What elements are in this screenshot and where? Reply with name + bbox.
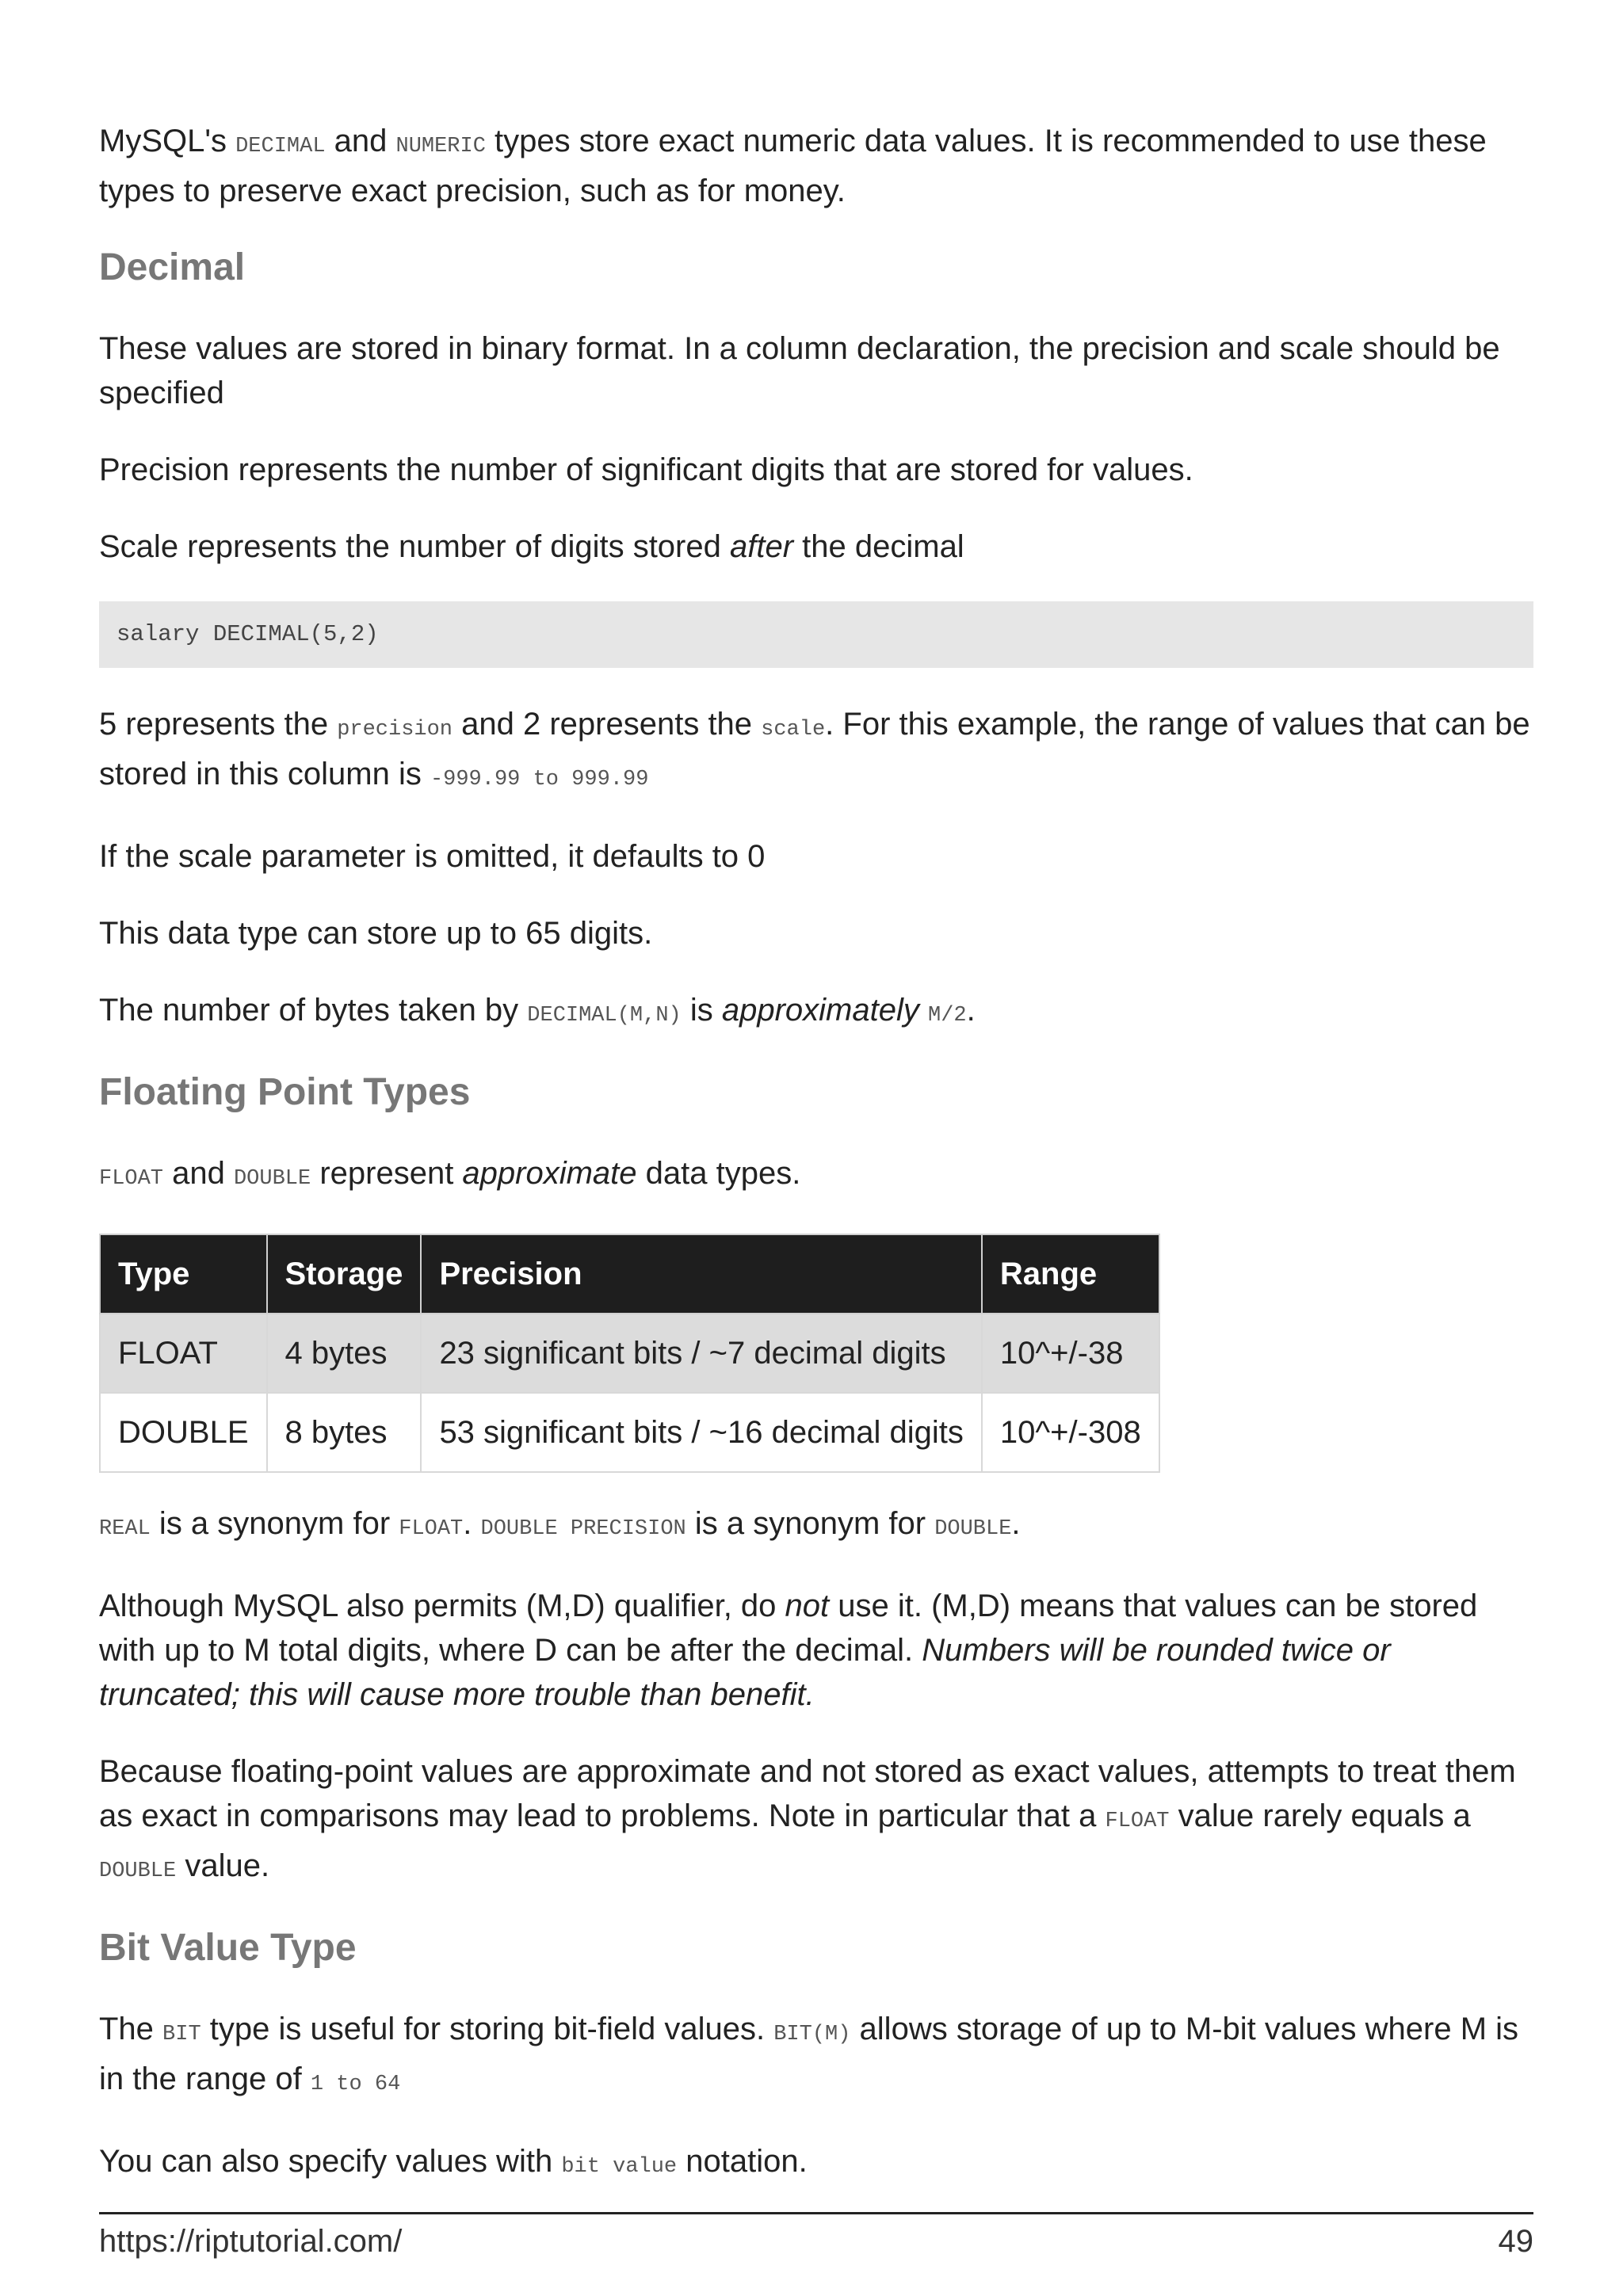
table-header-cell: Storage: [267, 1234, 422, 1314]
inline-code: DOUBLE: [99, 1859, 177, 1883]
table-header-cell: Range: [982, 1234, 1159, 1314]
text-run: represent: [311, 1156, 463, 1191]
inline-code: M/2: [928, 1004, 967, 1028]
decimal-paragraph-default: If the scale parameter is omitted, it defaults to 0: [99, 839, 766, 874]
floating-paragraph-qualifier: [99, 1584, 1533, 1717]
inline-code: -999.99 to 999.99: [430, 768, 649, 791]
floating-paragraph-intro: [99, 1151, 1533, 1201]
inline-code: BIT: [162, 2023, 201, 2046]
floating-point-heading: Floating Point Types: [99, 1071, 471, 1113]
text-run: notation.: [677, 2144, 808, 2179]
inline-code: NUMERIC: [395, 135, 486, 158]
table-header-cell: Precision: [421, 1234, 981, 1314]
decimal-paragraph-bytes: [99, 988, 1533, 1038]
emphasis: Numbers will be rounded twice or truncated; this will cause more trouble than benefit.: [99, 1633, 1391, 1712]
code-block: salary DECIMAL(5,2): [99, 601, 1533, 668]
text-run: Scale represents the number of digits stored: [99, 529, 730, 564]
inline-code: DOUBLE: [934, 1517, 1012, 1541]
decimal-paragraph-precision: Precision represents the number of significant digits that are stored for values.: [99, 452, 1193, 487]
table-cell: 53 significant bits / ~16 decimal digits: [421, 1393, 981, 1472]
floating-paragraph-synonyms: [99, 1501, 1533, 1551]
text-run: .: [463, 1506, 481, 1541]
text-run: allows storage of up to M-bit values where M is in the range of: [99, 2012, 1519, 2096]
emphasis: not: [785, 1589, 830, 1623]
text-run: is a synonym for: [150, 1506, 399, 1541]
table-cell: 10^+/-38: [982, 1314, 1159, 1393]
text-run: value rarely equals a: [1169, 1798, 1471, 1833]
decimal-paragraph-binary: These values are stored in binary format. In a column declaration, the precision and scale should be specified: [99, 331, 1500, 410]
floating-paragraph-comparison: [99, 1749, 1533, 1894]
bit-paragraph-intro: [99, 2007, 1533, 2107]
floating-types-table: [99, 1234, 1160, 1473]
inline-code: bit value: [561, 2155, 678, 2179]
decimal-paragraph-digits: This data type can store up to 65 digits.: [99, 916, 653, 951]
inline-code: DECIMAL(M,N): [527, 1004, 682, 1028]
inline-code: DOUBLE PRECISION: [480, 1517, 686, 1541]
table-row: [100, 1393, 1159, 1472]
inline-code: scale: [761, 718, 826, 742]
text-run: You can also specify values with: [99, 2144, 562, 2179]
decimal-heading: Decimal: [99, 246, 246, 288]
table-cell: FLOAT: [100, 1314, 267, 1393]
text-run: .: [1011, 1506, 1021, 1541]
page-footer: [99, 2212, 1533, 2261]
inline-code: FLOAT: [99, 1167, 164, 1191]
inline-code: BIT(M): [773, 2023, 851, 2046]
table-cell: 8 bytes: [267, 1393, 422, 1472]
text-run: the decimal: [793, 529, 964, 564]
text-run: data types.: [636, 1156, 801, 1191]
inline-code: FLOAT: [1105, 1810, 1170, 1833]
bit-value-heading: Bit Value Type: [99, 1927, 357, 1969]
text-run: and: [163, 1156, 234, 1191]
footer-url: https://riptutorial.com/: [99, 2224, 403, 2259]
table-cell: 10^+/-308: [982, 1393, 1159, 1472]
text-run: is: [681, 993, 722, 1028]
table-cell: 23 significant bits / ~7 decimal digits: [421, 1314, 981, 1393]
table-header-row: [100, 1234, 1159, 1314]
page-content: [99, 119, 1533, 2222]
inline-code: FLOAT: [399, 1517, 464, 1541]
decimal-paragraph-example: [99, 702, 1533, 802]
table-header-cell: Type: [100, 1234, 267, 1314]
text-run: The: [99, 2012, 163, 2046]
emphasis: approximate: [462, 1156, 637, 1191]
intro-paragraph: [99, 119, 1533, 213]
text-run: use it. (M,D) means that values can be stored with up to M total digits, where D can be after the decimal.: [99, 1589, 1478, 1668]
emphasis: approximately: [721, 993, 919, 1028]
text-run: is a synonym for: [685, 1506, 935, 1541]
text-run: and: [325, 124, 396, 158]
inline-code: precision: [337, 718, 453, 742]
inline-code: REAL: [99, 1517, 151, 1541]
text-run: type is useful for storing bit-field values.: [200, 2012, 774, 2046]
text-run: . For this example, the range of values that can be stored in this column is: [99, 707, 1530, 791]
table-cell: DOUBLE: [100, 1393, 267, 1472]
inline-code: 1 to 64: [310, 2073, 401, 2096]
decimal-paragraph-scale: [99, 524, 1533, 569]
page-number: 49: [1498, 2224, 1533, 2259]
inline-code: DOUBLE: [233, 1167, 311, 1191]
emphasis: after: [729, 529, 794, 564]
table-cell: 4 bytes: [267, 1314, 422, 1393]
text-run: Because floating-point values are approximate and not stored as exact values, attempts to treat them as exact in comparisons may lead to problems. Note in particular that a: [99, 1754, 1516, 1833]
bit-paragraph-notation: [99, 2139, 1533, 2189]
text-run: and 2 represents the: [453, 707, 762, 742]
text-run: MySQL's: [99, 124, 236, 158]
text-run: The number of bytes taken by: [99, 993, 528, 1028]
text-run: types store exact numeric data values. It is recommended to use these types to preserve exact precision, such as for money.: [99, 124, 1487, 208]
text-run: value.: [176, 1848, 270, 1883]
table-row: [100, 1314, 1159, 1393]
text-run: [919, 993, 928, 1028]
text-run: 5 represents the: [99, 707, 338, 742]
inline-code: DECIMAL: [235, 135, 326, 158]
text-run: .: [966, 993, 976, 1028]
text-run: Although MySQL also permits (M,D) qualifier, do: [99, 1589, 785, 1623]
